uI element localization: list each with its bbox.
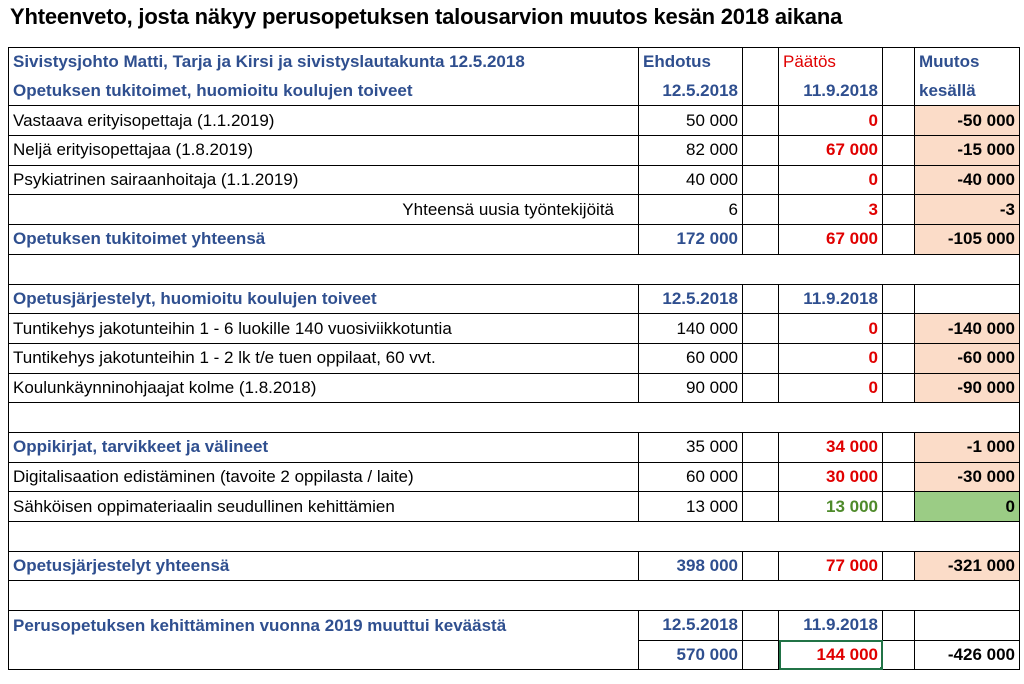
table-cell[interactable]: 3 [779,195,883,225]
table-row [9,462,1020,492]
table-cell[interactable]: Sähköisen oppimateriaalin seudullinen kehittämien [9,492,639,522]
table-cell[interactable] [883,106,915,136]
table-cell[interactable] [743,373,779,403]
table-cell[interactable]: 50 000 [639,106,743,136]
table-cell[interactable]: Perusopetuksen kehittäminen vuonna 2019 muuttui keväästä [9,611,639,641]
table-cell[interactable]: -426 000 [915,640,1020,670]
table-cell[interactable] [743,136,779,166]
table-cell[interactable]: 34 000 [779,432,883,462]
table-cell[interactable]: Yhteensä uusia työntekijöitä [9,195,639,225]
table-cell[interactable] [743,48,779,77]
table-cell[interactable]: Opetusjärjestelyt, huomioitu koulujen toiveet [9,284,639,314]
table-cell[interactable] [883,314,915,344]
table-cell[interactable]: 13 000 [639,492,743,522]
table-cell[interactable] [883,462,915,492]
table-cell[interactable]: -15 000 [915,136,1020,166]
table-cell[interactable]: Ehdotus [639,48,743,77]
table-cell[interactable]: Vastaava erityisopettaja (1.1.2019) [9,106,639,136]
table-cell[interactable]: 0 [779,165,883,195]
table-cell[interactable]: 30 000 [779,462,883,492]
table-cell[interactable]: Tuntikehys jakotunteihin 1 - 2 lk t/e tuen oppilaat, 60 vvt. [9,343,639,373]
table-cell[interactable]: kesällä [915,77,1020,106]
table-row [9,48,1020,77]
table-cell[interactable]: Psykiatrinen sairaanhoitaja (1.1.2019) [9,165,639,195]
table-cell[interactable]: Opetuksen tukitoimet yhteensä [9,225,639,255]
table-cell[interactable] [743,343,779,373]
table-cell[interactable] [9,581,1020,611]
table-cell[interactable]: -40 000 [915,165,1020,195]
table-cell[interactable]: -60 000 [915,343,1020,373]
table-cell[interactable] [743,106,779,136]
table-row [9,77,1020,106]
table-cell[interactable] [743,225,779,255]
table-cell[interactable] [743,551,779,581]
table-cell[interactable]: Oppikirjat, tarvikkeet ja välineet [9,432,639,462]
table-cell[interactable] [883,551,915,581]
table-row [9,225,1020,255]
table-cell[interactable] [9,403,1020,433]
table-cell[interactable]: 570 000 [639,640,743,670]
table-cell[interactable]: -1 000 [915,432,1020,462]
table-cell[interactable] [883,77,915,106]
table-cell[interactable]: 0 [915,492,1020,522]
table-cell[interactable]: 67 000 [779,225,883,255]
page-title: Yhteenveto, josta näkyy perusopetuksen talousarvion muutos kesän 2018 aikana [10,4,843,29]
table-cell[interactable]: -140 000 [915,314,1020,344]
table-cell[interactable] [883,136,915,166]
table-cell[interactable]: 77 000 [779,551,883,581]
table-cell[interactable]: -105 000 [915,225,1020,255]
table-cell[interactable]: 35 000 [639,432,743,462]
table-cell[interactable] [743,492,779,522]
table-cell[interactable] [743,432,779,462]
table-cell[interactable] [743,77,779,106]
table-cell[interactable] [9,640,639,670]
table-cell[interactable]: 60 000 [639,343,743,373]
table-cell[interactable]: Opetuksen tukitoimet, huomioitu koulujen toiveet [9,77,639,106]
table-cell[interactable] [883,48,915,77]
table-cell[interactable]: 12.5.2018 [639,611,743,641]
table-cell[interactable]: 82 000 [639,136,743,166]
table-cell[interactable]: 90 000 [639,373,743,403]
table-cell[interactable]: Koulunkäynninohjaajat kolme (1.8.2018) [9,373,639,403]
table-row [9,581,1020,611]
table-row [9,640,1020,670]
table-cell[interactable] [883,225,915,255]
table-row [9,373,1020,403]
table-row [9,522,1020,552]
table-row [9,254,1020,284]
table-cell[interactable]: Digitalisaation edistäminen (tavoite 2 oppilasta / laite) [9,462,639,492]
table-cell[interactable]: 0 [779,343,883,373]
table-cell[interactable] [915,611,1020,641]
table-cell[interactable] [743,165,779,195]
table-cell[interactable]: 11.9.2018 [779,611,883,641]
table-cell[interactable] [883,195,915,225]
table-cell[interactable] [9,254,1020,284]
table-cell[interactable]: 140 000 [639,314,743,344]
table-cell[interactable]: 0 [779,314,883,344]
table-cell[interactable]: 11.9.2018 [779,284,883,314]
table-cell[interactable]: Päätös [779,48,883,77]
table-cell[interactable]: 398 000 [639,551,743,581]
table-cell[interactable] [743,195,779,225]
table-row [9,314,1020,344]
table-row [9,195,1020,225]
table-row [9,343,1020,373]
table-row [9,165,1020,195]
table-cell[interactable]: Muutos [915,48,1020,77]
table-cell[interactable] [915,284,1020,314]
table-cell[interactable]: 13 000 [779,492,883,522]
table-cell[interactable]: 67 000 [779,136,883,166]
table-cell[interactable]: 11.9.2018 [779,77,883,106]
table-cell[interactable]: Sivistysjohto Matti, Tarja ja Kirsi ja sivistyslautakunta 12.5.2018 [9,48,639,77]
table-cell[interactable]: -321 000 [915,551,1020,581]
table-cell[interactable]: 6 [639,195,743,225]
table-row [9,106,1020,136]
table-cell[interactable]: Opetusjärjestelyt yhteensä [9,551,639,581]
table-row [9,284,1020,314]
table-cell[interactable] [743,284,779,314]
table-cell[interactable] [743,611,779,641]
table-cell[interactable]: 0 [779,373,883,403]
table-cell[interactable] [883,343,915,373]
table-cell[interactable]: -3 [915,195,1020,225]
table-cell[interactable] [883,432,915,462]
table-cell[interactable] [883,284,915,314]
table-cell[interactable]: 0 [779,106,883,136]
table-cell[interactable]: -90 000 [915,373,1020,403]
table-row [9,551,1020,581]
table-cell[interactable] [883,611,915,641]
table-cell[interactable] [743,462,779,492]
table-cell[interactable] [883,165,915,195]
table-cell[interactable]: -50 000 [915,106,1020,136]
budget-table [8,47,1020,670]
table-cell[interactable] [9,522,1020,552]
table-cell[interactable]: 172 000 [639,225,743,255]
table-cell[interactable] [883,492,915,522]
table-row [9,136,1020,166]
table-row [9,403,1020,433]
table-cell[interactable] [883,640,915,670]
table-row [9,492,1020,522]
table-cell[interactable] [743,640,779,670]
table-row [9,432,1020,462]
selected-cell[interactable]: 144 000 [779,640,883,670]
table-cell[interactable]: 12.5.2018 [639,77,743,106]
table-row [9,611,1020,641]
table-cell[interactable]: Neljä erityisopettajaa (1.8.2019) [9,136,639,166]
table-cell[interactable]: Tuntikehys jakotunteihin 1 - 6 luokille 140 vuosiviikkotuntia [9,314,639,344]
table-cell[interactable] [883,373,915,403]
table-cell[interactable]: 40 000 [639,165,743,195]
table-cell[interactable] [743,314,779,344]
table-cell[interactable]: 60 000 [639,462,743,492]
table-cell[interactable]: 12.5.2018 [639,284,743,314]
table-cell[interactable]: -30 000 [915,462,1020,492]
